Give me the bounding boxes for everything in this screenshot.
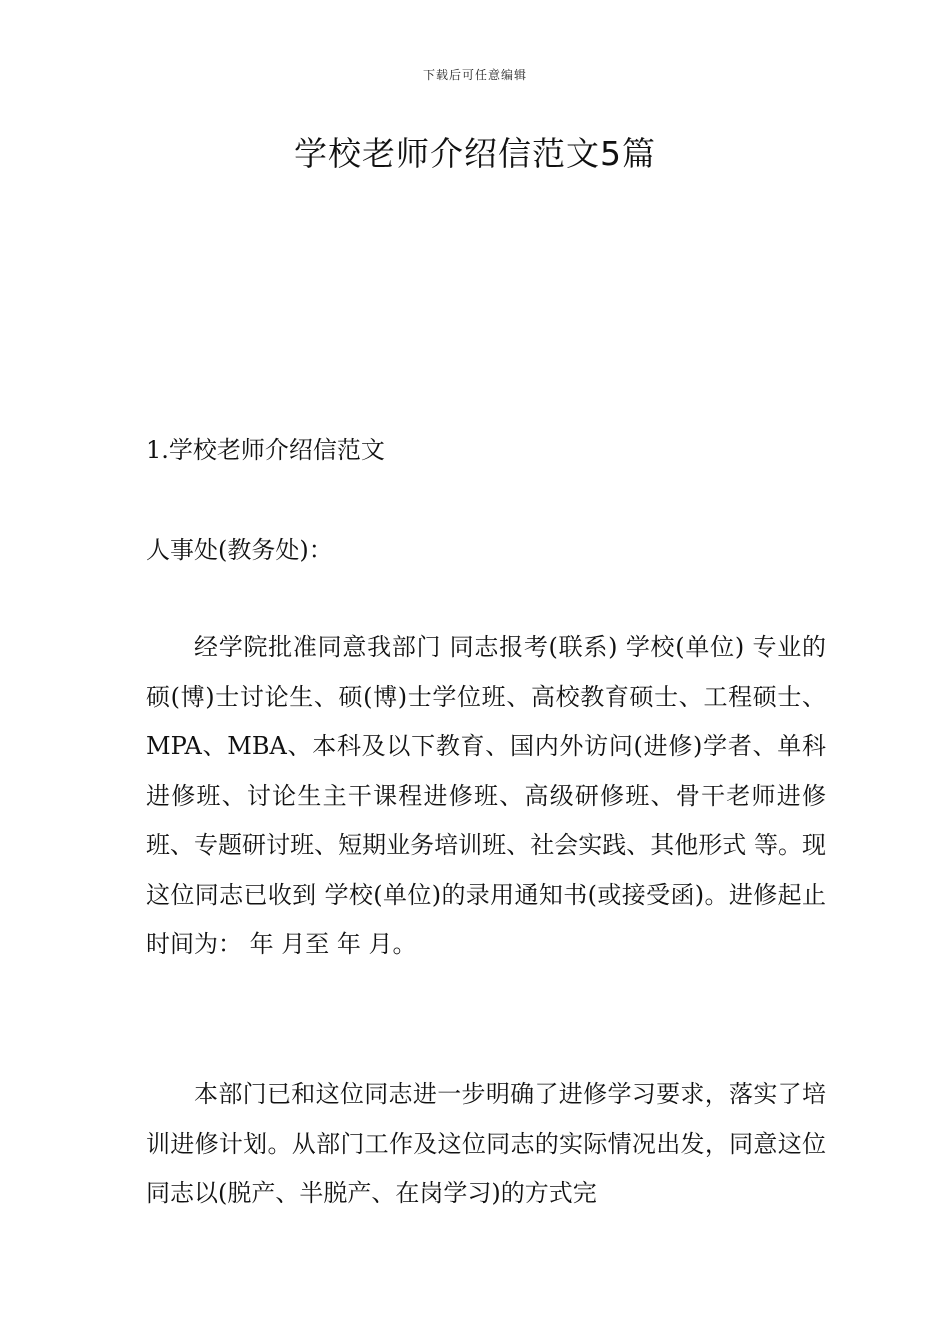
body-paragraph-1: 经学院批准同意我部门 同志报考(联系) 学校(单位) 专业的硕(博)士讨论生、硕(博)士学位班、高校教育硕士、工程硕士、MPA、MBA、本科及以下教育、国内外访问(进修)学者、单科进修班、讨论生主干课程进修班、高级研修班、骨干老师进修班、专题研讨班、短期业务培训班、社会实践、其他形式 等。现这位同志已收到 学校(单位)的录用通知书(或接受函)。进修起止时间为： 年 月至 年 月。 [146,633,826,958]
letter-salutation: 人事处(教务处)： [146,536,333,564]
document-title: 学校老师介绍信范文5篇 [294,134,656,173]
section-heading: 1.学校老师介绍信范文 [146,436,385,464]
header-note: 下载后可任意编辑 [422,68,527,82]
body-paragraph-2: 本部门已和这位同志进一步明确了进修学习要求，落实了培训进修计划。从部门工作及这位同志的实际情况出发，同意这位同志以(脱产、半脱产、在岗学习)的方式完 [146,1080,826,1207]
